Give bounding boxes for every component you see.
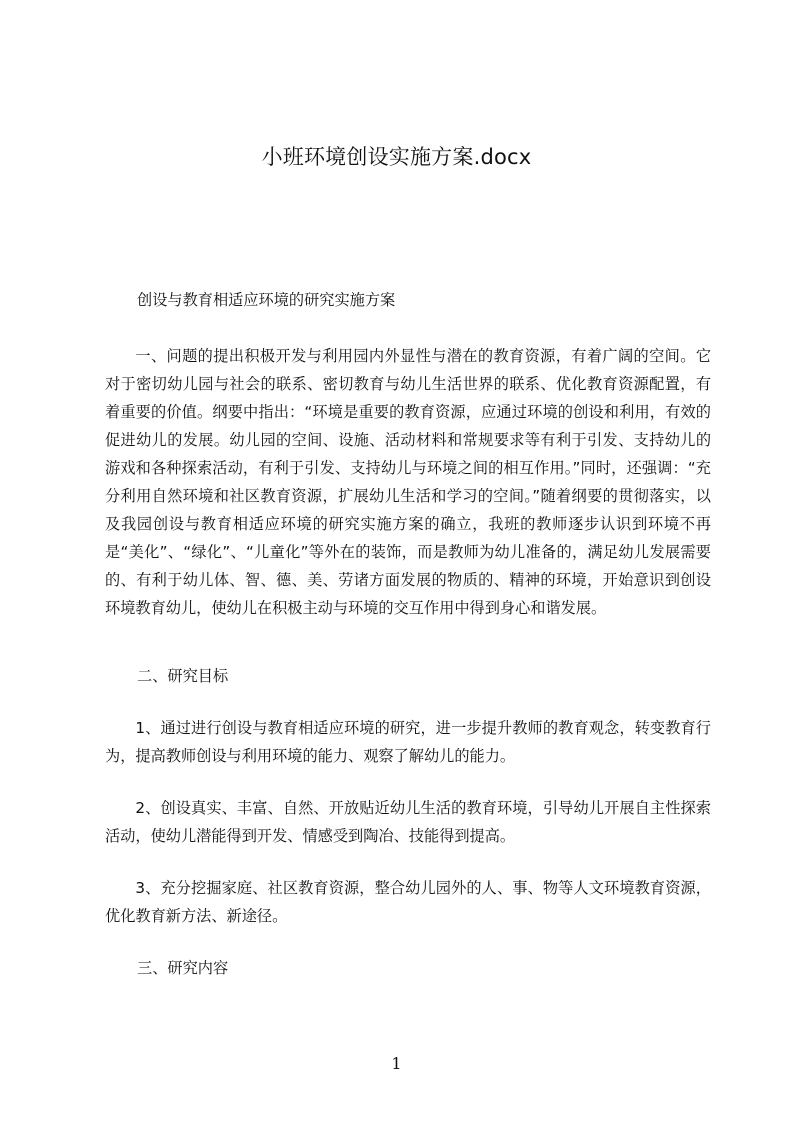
goal-item-1-text: 1、通过进行创设与教育相适应环境的研究，进一步提升教师的教育观念，转变教育行为，提高教师创设与利用环境的能力、观察了解幼儿的能力。: [105, 719, 711, 765]
problem-statement-paragraph: 一、问题的提出积极开发与利用园内外显性与潜在的教育资源，有着广阔的空间。它对于密切幼儿园与社会的联系、密切教育与幼儿生活世界的联系、优化教育资源配置，有着重要的价值。纲要中指出：“环境是重要的教育资源，应通过环境的创设和利用，有效的促进幼儿的发展。幼儿园的空间、设施、活动材料和常规要求等有利于引发、支持幼儿的游戏和各种探索活动，有利于引发、支持幼儿与环境之间的相互作用。”同时，还强调：“充分利用自然环境和社区教育资源，扩展幼儿生活和学习的空间。”随着纲要的贯彻落实，以及我园创设与教育相适应环境的研究实施方案的确立，我班的教师逐步认识到环境不再是“美化”、“绿化”、“儿童化”等外在的装饰，而是教师为幼儿准备的，满足幼儿发展需要的、有利于幼儿体、智、德、美、劳诸方面发展的物质的、精神的环境，开始意识到创设环境教育幼儿，使幼儿在积极主动与环境的交互作用中得到身心和谐发展。: [105, 347, 711, 617]
goal-item-3-text: 3、充分挖掘家庭、社区教育资源，整合幼儿园外的人、事、物等人文环境教育资源，优化教育新方法、新途径。: [105, 879, 711, 925]
research-content-heading: 三、研究内容: [137, 959, 229, 977]
goal-item-3: [105, 874, 711, 930]
page-number: 1: [391, 1054, 402, 1073]
goal-item-2-text: 2、创设真实、丰富、自然、开放贴近幼儿生活的教育环境，引导幼儿开展自主性探索活动，使幼儿潜能得到开发、情感受到陶冶、技能得到提高。: [105, 799, 711, 845]
problem-statement-section: [105, 342, 711, 622]
research-goals-heading: 二、研究目标: [137, 667, 229, 685]
goal-item-1: [105, 714, 711, 770]
goal-item-2: [105, 794, 711, 850]
document-title: 小班环境创设实施方案.docx: [261, 145, 532, 169]
plan-subtitle: 创设与教育相适应环境的研究实施方案: [137, 291, 396, 309]
